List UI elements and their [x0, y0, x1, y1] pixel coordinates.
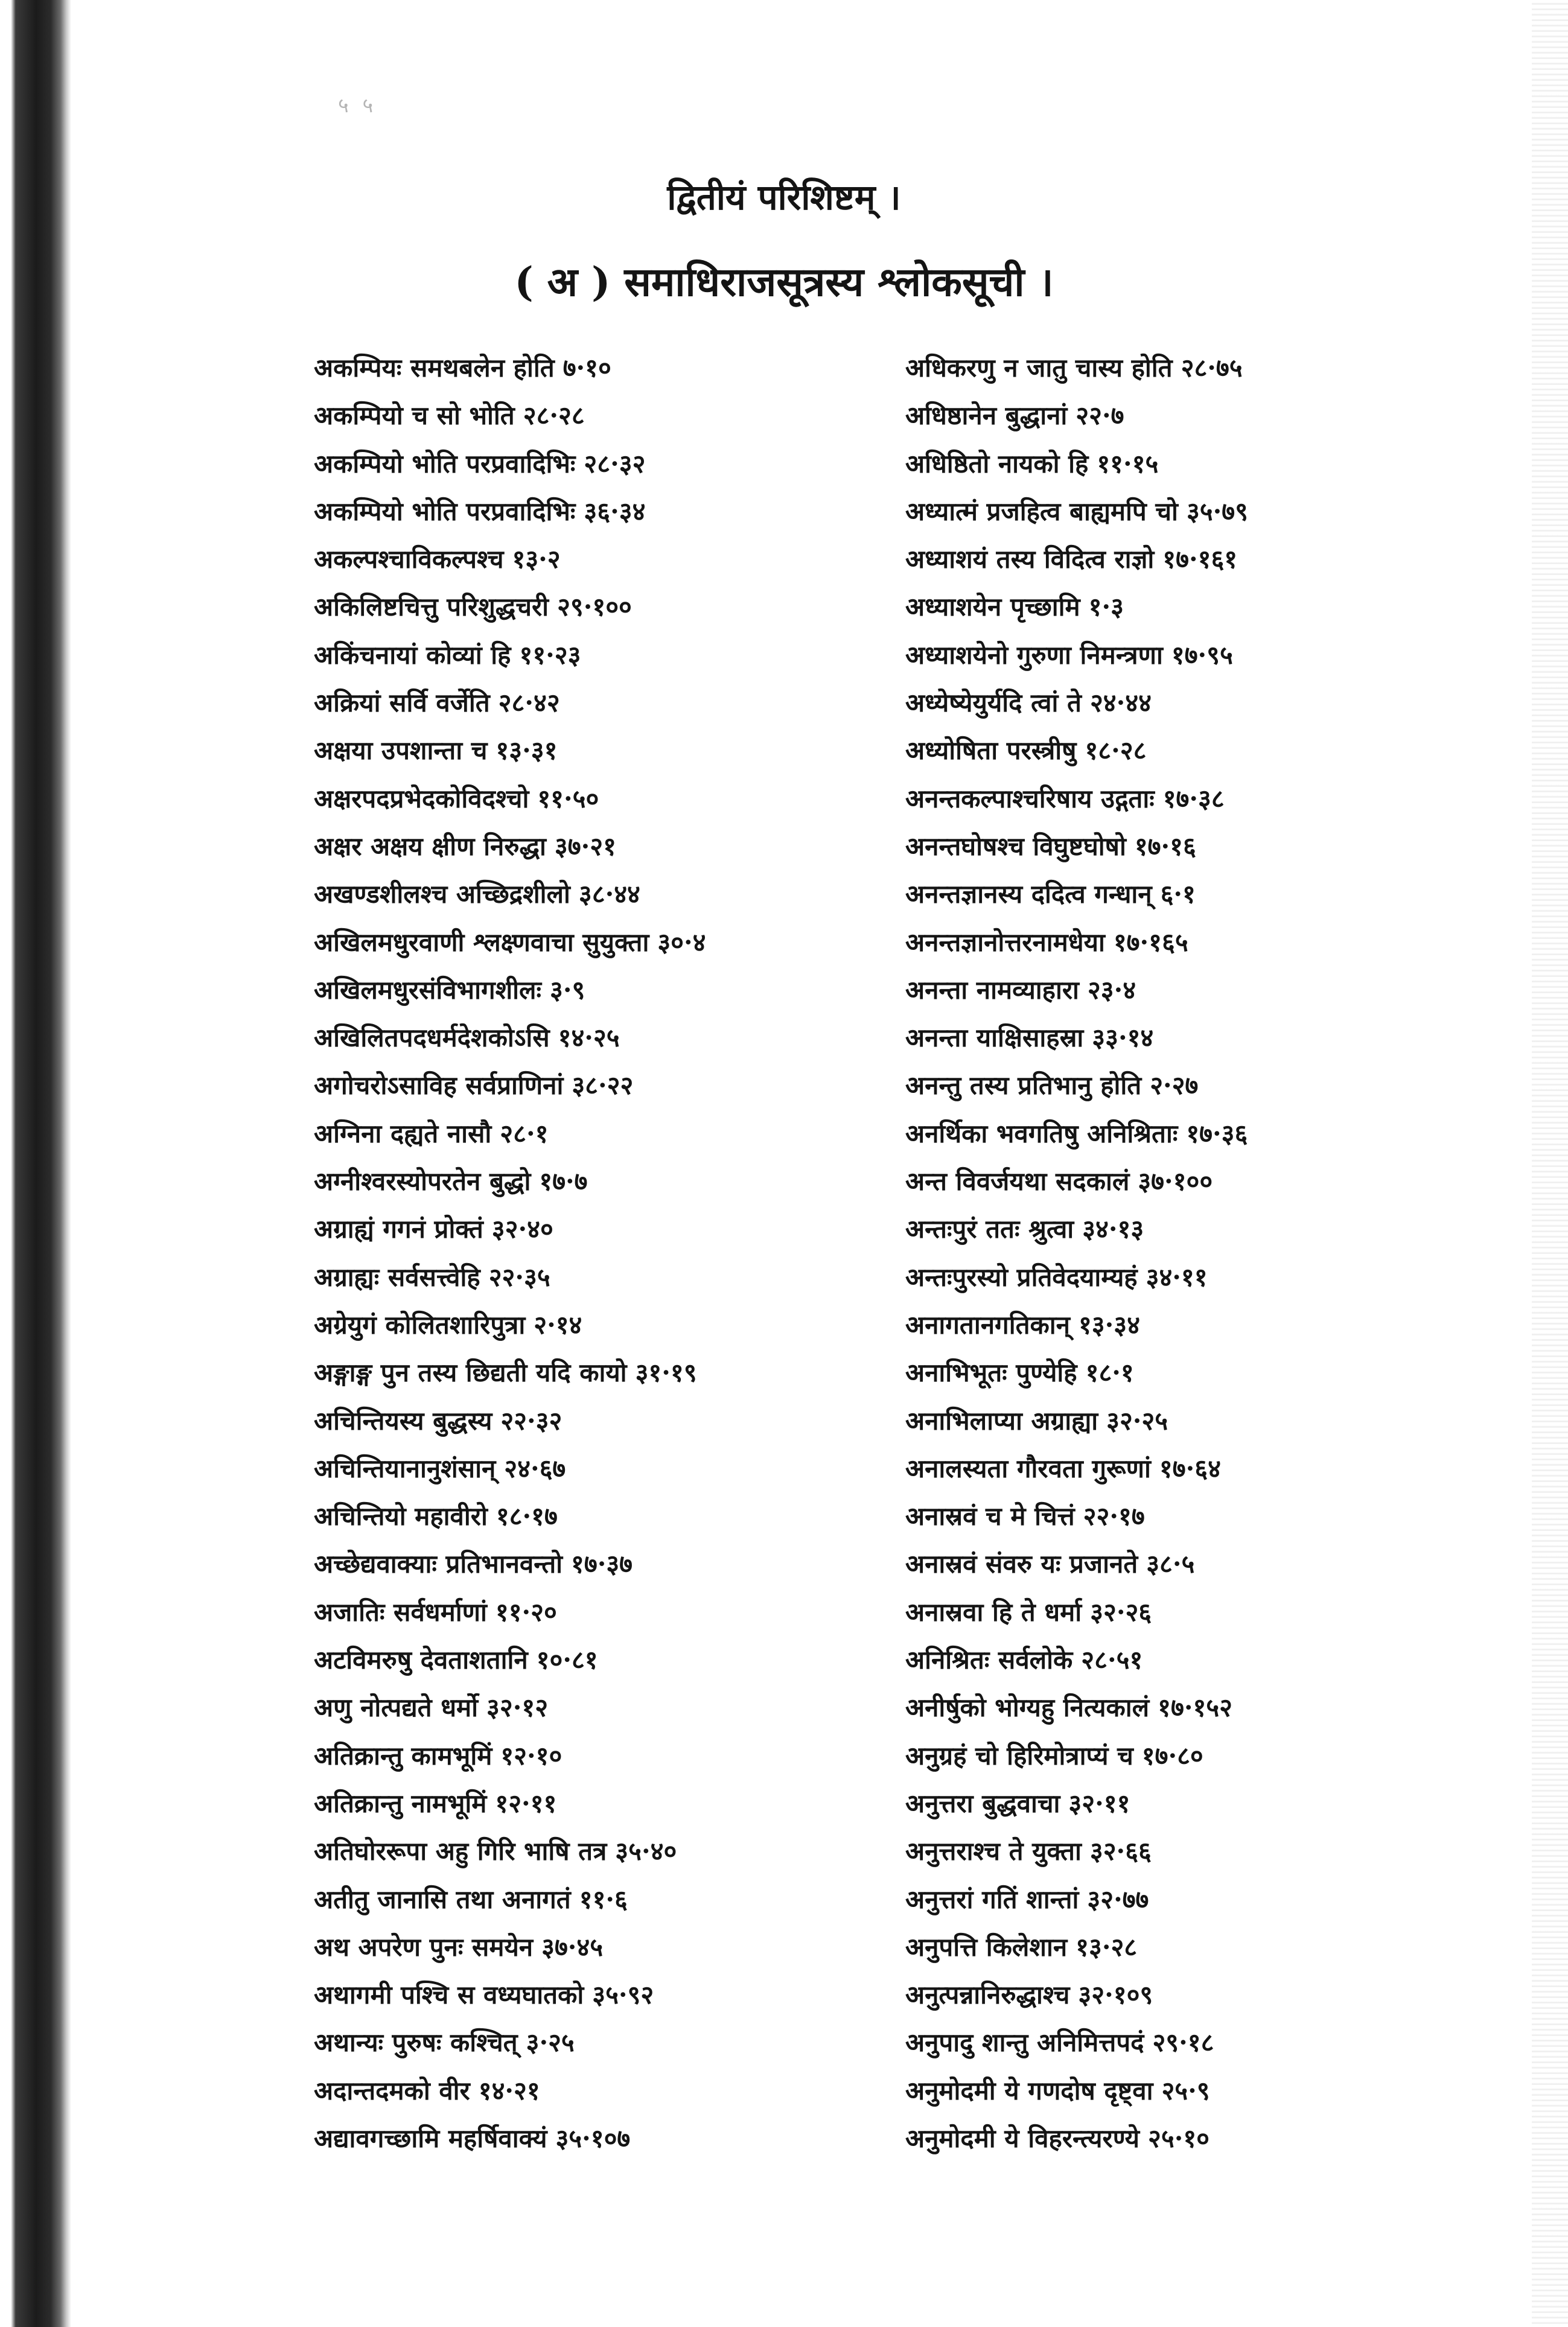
verse-reference: १·३ — [1088, 592, 1124, 622]
verse-reference: ३५·७९ — [1186, 496, 1248, 526]
verse-text: अक्षया उपशान्ता च — [314, 736, 488, 766]
verse-reference: २·२७ — [1150, 1071, 1199, 1101]
verse-reference: २८·२८ — [523, 401, 585, 431]
index-entry — [905, 1062, 1521, 1109]
verse-reference: ३·९ — [550, 975, 585, 1005]
index-entry — [314, 2067, 929, 2115]
verse-text: अनुत्पन्नानिरुद्धाश्च — [905, 1980, 1070, 2010]
verse-reference: ३८·५ — [1146, 1549, 1195, 1579]
verse-reference: ३६·३४ — [584, 496, 646, 526]
index-entry — [905, 535, 1521, 583]
verse-text: अधिकरणु न जातु चास्य होति — [905, 353, 1173, 383]
index-entry — [905, 1876, 1521, 1923]
index-entry — [905, 392, 1521, 439]
index-entry — [905, 1157, 1521, 1205]
verse-text: अनाभिभूतः पुण्येहि — [905, 1358, 1077, 1388]
verse-reference: २३·४ — [1087, 975, 1136, 1005]
index-entry — [314, 488, 929, 535]
verse-reference: २·१४ — [534, 1310, 582, 1340]
index-entry — [314, 1062, 929, 1109]
index-entry — [314, 966, 929, 1014]
index-entry — [314, 1780, 929, 1827]
verse-reference: ३८·२२ — [572, 1071, 634, 1101]
verse-text: अनास्रवं च मे चित्तं — [905, 1501, 1075, 1532]
verse-text: अतिघोररूपा अहु गिरि भाषि तत्र — [314, 1836, 607, 1867]
verse-reference: १२·११ — [495, 1788, 557, 1818]
index-entry — [905, 1540, 1521, 1588]
index-entry — [314, 918, 929, 966]
verse-text: अनुपादु शान्तु अनिमित्तपदं — [905, 2028, 1144, 2058]
verse-text: अनुत्तराश्च ते युक्ता — [905, 1836, 1082, 1867]
index-entry — [905, 775, 1521, 823]
index-entry — [905, 679, 1521, 727]
index-entry — [314, 1732, 929, 1780]
verse-reference: २४·४४ — [1089, 688, 1152, 718]
verse-reference: ३०·४ — [657, 927, 706, 957]
index-entry — [905, 1492, 1521, 1540]
index-entry — [314, 870, 929, 918]
verse-text: अनुत्तरा बुद्धवाचा — [905, 1788, 1060, 1818]
verse-reference: ३५·९२ — [592, 1980, 654, 2010]
index-entry — [314, 2115, 929, 2162]
verse-text: अनिश्रितः सर्वलोके — [905, 1645, 1073, 1675]
index-entry — [905, 1397, 1521, 1445]
index-entry — [314, 631, 929, 679]
verse-text: अध्येष्येयुर्यदि त्वां ते — [905, 688, 1082, 718]
verse-text: अन्तःपुरं ततः श्रुत्वा — [905, 1214, 1074, 1244]
verse-reference: १३·२ — [512, 544, 561, 575]
index-entry — [314, 823, 929, 870]
verse-reference: २८·७५ — [1181, 353, 1243, 383]
verse-reference: ६·१ — [1160, 879, 1196, 909]
index-entry — [905, 966, 1521, 1014]
verse-reference: ३२·११ — [1068, 1788, 1130, 1818]
index-entry — [905, 344, 1521, 392]
index-entry — [314, 2019, 929, 2066]
index-entry — [905, 1923, 1521, 1971]
index-entry — [314, 1923, 929, 1971]
verse-text: अन्तःपुरस्यो प्रतिवेदयाम्यहं — [905, 1262, 1138, 1292]
verse-text: अकम्पियो च सो भोति — [314, 401, 515, 431]
index-entry — [314, 1636, 929, 1684]
verse-reference: ३२·७७ — [1087, 1884, 1149, 1914]
index-entry — [905, 631, 1521, 679]
verse-reference: ३४·१३ — [1082, 1214, 1144, 1244]
verse-reference: ७·१० — [563, 353, 611, 383]
verse-reference: १७·८० — [1141, 1740, 1203, 1771]
verse-text: अणु नोत्पद्यते धर्मो — [314, 1693, 479, 1723]
verse-text: अतिक्रान्तु नामभूमिं — [314, 1788, 487, 1818]
verse-reference: १७·९५ — [1171, 640, 1233, 670]
verse-text: अग्राह्यं गगनं प्रोक्तं — [314, 1214, 483, 1244]
verse-reference: २९·१०० — [557, 592, 632, 622]
index-entry — [905, 1780, 1521, 1827]
verse-reference: ३२·२६ — [1090, 1597, 1152, 1627]
verse-text: अनुमोदमी ये गणदोष दृष्ट्वा — [905, 2075, 1153, 2106]
verse-text: अखिलितपदधर्मदेशकोऽसि — [314, 1023, 550, 1053]
verse-text: अध्याशयेन पृच्छामि — [905, 592, 1080, 622]
index-entry — [314, 1349, 929, 1396]
verse-reference: ३२·२५ — [1106, 1405, 1168, 1436]
index-entry — [314, 1971, 929, 2019]
verse-reference: ३३·१४ — [1092, 1023, 1154, 1053]
verse-reference: १३·३४ — [1078, 1310, 1140, 1340]
verse-text: अनन्तघोषश्च विघुष्टघोषो — [905, 831, 1126, 861]
index-entry — [314, 535, 929, 583]
verse-text: अनन्ता याक्षिसाहस्रा — [905, 1023, 1084, 1053]
verse-reference: २२·३२ — [500, 1405, 563, 1436]
verse-reference: १७·१६१ — [1162, 544, 1238, 575]
index-entry — [314, 1397, 929, 1445]
verse-text: अनन्तज्ञानोत्तरनामधेया — [905, 927, 1105, 957]
verse-text: अनुपत्ति किलेशान — [905, 1932, 1068, 1962]
verse-text: अनन्तज्ञानस्य ददित्व गन्धान् — [905, 879, 1152, 909]
index-entry — [314, 440, 929, 488]
verse-reference: १३·३१ — [496, 736, 558, 766]
index-entry — [314, 344, 929, 392]
index-entry — [905, 1445, 1521, 1492]
index-entry — [905, 440, 1521, 488]
verse-text: अजातिः सर्वधर्माणां — [314, 1597, 487, 1627]
verse-reference: २८·३२ — [584, 448, 646, 479]
verse-text: अग्निना दह्यते नासौ — [314, 1118, 492, 1148]
index-entry — [905, 918, 1521, 966]
verse-reference: ३१·१९ — [635, 1358, 697, 1388]
verse-text: अनन्तकल्पाश्चरिषाय उद्गताः — [905, 783, 1155, 813]
verse-text: अकम्पियो भोति परप्रवादिभिः — [314, 496, 576, 526]
verse-index-title: ( अ ) समाधिराजसूत्रस्य श्लोकसूची । — [514, 258, 1054, 305]
verse-text: अटविमरुषु देवताशतानि — [314, 1645, 528, 1675]
verse-reference: १३·२८ — [1076, 1932, 1138, 1962]
index-entry — [905, 1253, 1521, 1301]
scan-edge-noise — [1532, 0, 1568, 2327]
verse-reference: ३७·२१ — [554, 831, 616, 861]
verse-text: अध्यात्मं प्रजहित्व बाह्यमपि चो — [905, 496, 1178, 526]
verse-text: अनुत्तरां गतिं शान्तां — [905, 1884, 1079, 1914]
verse-reference: १८·२८ — [1085, 736, 1147, 766]
verse-reference: १७·३८ — [1162, 783, 1225, 813]
verse-text: अचिन्तियो महावीरो — [314, 1501, 488, 1532]
verse-text: अनुग्रहं चो हिरिमोत्राप्यं च — [905, 1740, 1133, 1771]
verse-text: अक्षर अक्षय क्षीण निरुद्धा — [314, 831, 546, 861]
faint-header-marks: ५ ५ — [338, 94, 377, 118]
verse-text: अतिक्रान्तु कामभूमिं — [314, 1740, 492, 1771]
index-entry — [905, 1588, 1521, 1636]
verse-reference: २२·३५ — [488, 1262, 550, 1292]
index-entry — [314, 679, 929, 727]
verse-reference: १८·१७ — [496, 1501, 558, 1532]
index-entry — [314, 1014, 929, 1062]
verse-reference: २८·५१ — [1081, 1645, 1143, 1675]
index-entry — [905, 1827, 1521, 1875]
index-entry — [314, 1445, 929, 1492]
index-entry — [314, 1205, 929, 1253]
verse-reference: ११·२३ — [519, 640, 581, 670]
verse-reference: १७·१६५ — [1113, 927, 1188, 957]
verse-text: अकल्पश्चाविकल्पश्च — [314, 544, 504, 575]
index-entry — [905, 1971, 1521, 2019]
verse-text: अखिलमधुरवाणी श्लक्ष्णवाचा सुयुक्ता — [314, 927, 649, 957]
verse-reference: ३५·४० — [615, 1836, 677, 1867]
verse-reference: ११·५० — [537, 783, 599, 813]
verse-reference: ३२·१२ — [486, 1693, 549, 1723]
verse-reference: २८·१ — [500, 1118, 549, 1148]
verse-text: अधिष्ठानेन बुद्धानां — [905, 401, 1068, 431]
verse-reference: २५·१० — [1148, 2123, 1209, 2153]
verse-text: अनन्ता नामव्याहारा — [905, 975, 1079, 1005]
verse-text: अन्त विवर्जयथा सदकालं — [905, 1167, 1130, 1197]
verse-text: अक्रियां सर्वि वर्जेति — [314, 688, 490, 718]
index-entry — [314, 1110, 929, 1157]
verse-text: अकिलिष्टचित्तु परिशुद्धचरी — [314, 592, 549, 622]
index-entry — [314, 727, 929, 774]
binding-edge — [0, 0, 71, 2327]
index-entry — [314, 775, 929, 823]
verse-reference: १७·३६ — [1186, 1118, 1248, 1148]
index-entry — [314, 1492, 929, 1540]
index-entry — [314, 1876, 929, 1923]
verse-text: अनास्रवा हि ते धर्मा — [905, 1597, 1082, 1627]
verse-text: अथान्यः पुरुषः कश्चित् — [314, 2028, 518, 2058]
index-entry — [905, 1684, 1521, 1731]
index-entry — [905, 2067, 1521, 2115]
verse-reference: १७·७ — [539, 1167, 588, 1197]
index-entry — [905, 1732, 1521, 1780]
verse-text: अग्नीश्वरस्योपरतेन बुद्धो — [314, 1167, 531, 1197]
verse-reference: १७·१६ — [1134, 831, 1196, 861]
index-entry — [905, 870, 1521, 918]
index-entry — [314, 1301, 929, 1349]
verse-text: अङ्गाङ्ग पुन तस्य छिद्यती यदि कायो — [314, 1358, 627, 1388]
index-entry — [905, 2115, 1521, 2162]
verse-reference: ३४·११ — [1146, 1262, 1208, 1292]
verse-reference: ११·१५ — [1097, 448, 1159, 479]
index-entry — [314, 392, 929, 439]
index-entry — [314, 1827, 929, 1875]
verse-reference: ३२·६६ — [1089, 1836, 1152, 1867]
verse-reference: १८·१ — [1085, 1358, 1134, 1388]
verse-text: अथागमी पश्चि स वध्यघातको — [314, 1980, 584, 2010]
verse-index-left-column — [314, 344, 929, 2162]
verse-text: अग्रेयुगं कोलितशारिपुत्रा — [314, 1310, 526, 1340]
index-entry — [314, 1684, 929, 1731]
verse-reference: ३७·४५ — [541, 1932, 604, 1962]
index-entry — [314, 1253, 929, 1301]
verse-text: अनालस्यता गौरवता गुरूणां — [905, 1453, 1151, 1483]
verse-text: अनाभिलाप्या अग्राह्या — [905, 1405, 1098, 1436]
index-entry — [314, 583, 929, 631]
verse-reference: १४·२१ — [478, 2075, 540, 2106]
verse-index-right-column — [905, 344, 1521, 2162]
index-entry — [905, 823, 1521, 870]
verse-reference: १२·१० — [500, 1740, 563, 1771]
verse-reference: २२·७ — [1076, 401, 1124, 431]
verse-text: अखिलमधुरसंविभागशीलः — [314, 975, 541, 1005]
verse-text: अचिन्तियानानुशंसान् — [314, 1453, 496, 1483]
verse-text: अक्षरपदप्रभेदकोविदश्चो — [314, 783, 529, 813]
verse-text: अनागतानगतिकान् — [905, 1310, 1070, 1340]
verse-text: अग्राह्यः सर्वसत्त्वेहि — [314, 1262, 480, 1292]
verse-reference: १७·६४ — [1159, 1453, 1221, 1483]
verse-reference: १७·१५२ — [1158, 1693, 1232, 1723]
verse-text: अदान्तदमको वीर — [314, 2075, 470, 2106]
verse-text: अनास्रवं संवरु यः प्रजानते — [905, 1549, 1138, 1579]
verse-text: अधिष्ठितो नायको हि — [905, 448, 1089, 479]
verse-reference: ३८·४४ — [578, 879, 640, 909]
index-entry — [905, 1205, 1521, 1253]
verse-text: अथ अपरेण पुनः समयेन — [314, 1932, 534, 1962]
verse-reference: ११·६ — [579, 1884, 628, 1914]
verse-text: अकम्पियः समथबलेन होति — [314, 353, 555, 383]
verse-text: अध्याशयेनो गुरुणा निमन्त्रणा — [905, 640, 1163, 670]
index-entry — [905, 1110, 1521, 1157]
verse-reference: ३७·१०० — [1138, 1167, 1213, 1197]
verse-reference: २२·१७ — [1083, 1501, 1145, 1532]
verse-reference: १०·८१ — [536, 1645, 598, 1675]
verse-reference: ३२·१०९ — [1078, 1980, 1153, 2010]
index-entry — [905, 1301, 1521, 1349]
verse-text: अकम्पियो भोति परप्रवादिभिः — [314, 448, 576, 479]
verse-reference: २४·६७ — [504, 1453, 566, 1483]
verse-reference: १४·२५ — [558, 1023, 620, 1053]
verse-text: अच्छेद्यवाक्याः प्रतिभानवन्तो — [314, 1549, 563, 1579]
index-entry — [905, 1014, 1521, 1062]
verse-reference: १७·३७ — [571, 1549, 633, 1579]
verse-text: अनुमोदमी ये विहरन्त्यरण्ये — [905, 2123, 1140, 2153]
index-entry — [905, 1636, 1521, 1684]
index-entry — [314, 1588, 929, 1636]
verse-text: अतीतु जानासि तथा अनागतं — [314, 1884, 571, 1914]
appendix-title: द्वितीयं परिशिष्टम् । — [667, 177, 901, 218]
verse-reference: २८·४२ — [498, 688, 560, 718]
index-entry — [905, 1349, 1521, 1396]
index-entry — [905, 583, 1521, 631]
verse-text: अगोचरोऽसाविह सर्वप्राणिनां — [314, 1071, 564, 1101]
verse-text: अखण्डशीलश्च अच्छिद्रशीलो — [314, 879, 570, 909]
verse-text: अनीर्षुको भोग्यहु नित्यकालं — [905, 1693, 1150, 1723]
index-entry — [905, 488, 1521, 535]
verse-reference: ११·२० — [495, 1597, 557, 1627]
verse-text: अनर्थिका भवगतिषु अनिश्रिताः — [905, 1118, 1178, 1148]
index-entry — [905, 727, 1521, 774]
verse-text: अचिन्तियस्य बुद्धस्य — [314, 1405, 492, 1436]
verse-reference: ३५·१०७ — [555, 2123, 631, 2153]
verse-reference: २९·१८ — [1152, 2028, 1214, 2058]
index-entry — [314, 1540, 929, 1588]
verse-reference: २५·९ — [1161, 2075, 1210, 2106]
verse-text: अध्योषिता परस्त्रीषु — [905, 736, 1077, 766]
verse-text: अनन्तु तस्य प्रतिभानु होति — [905, 1071, 1142, 1101]
verse-reference: ३२·४० — [491, 1214, 553, 1244]
index-entry — [314, 1157, 929, 1205]
verse-text: अकिंचनायां कोव्यां हि — [314, 640, 511, 670]
index-entry — [905, 2019, 1521, 2066]
verse-reference: ३·२५ — [526, 2028, 575, 2058]
verse-text: अद्यावगच्छामि महर्षिवाक्यं — [314, 2123, 547, 2153]
verse-text: अध्याशयं तस्य विदित्व राज्ञो — [905, 544, 1155, 575]
